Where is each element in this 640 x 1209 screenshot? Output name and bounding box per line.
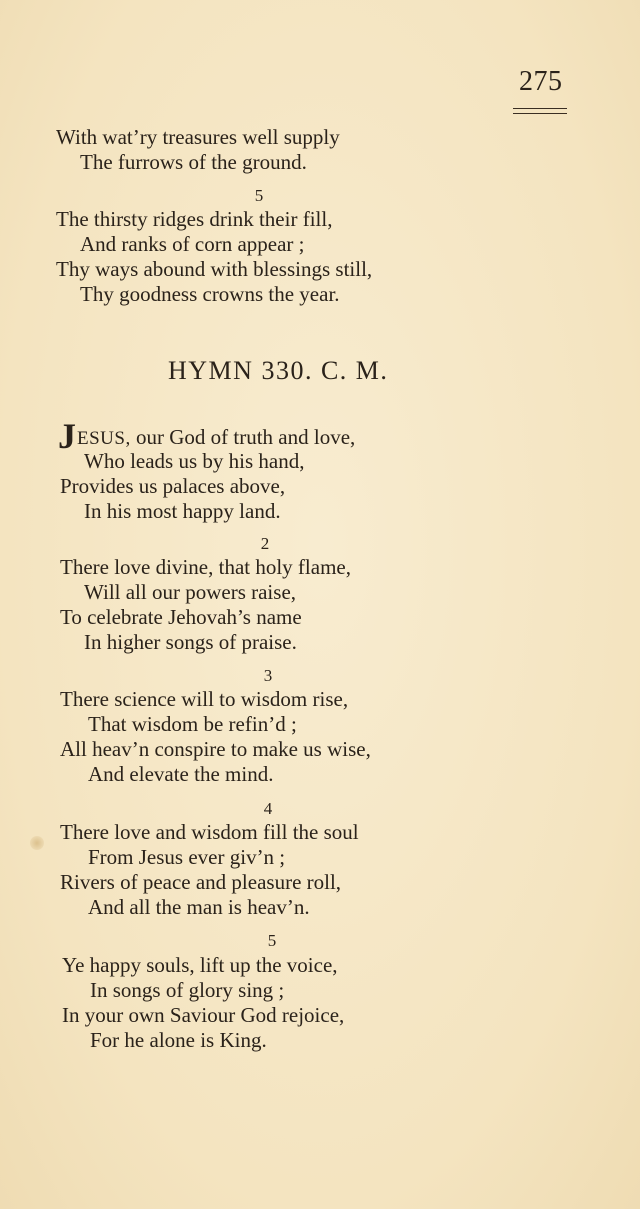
verse-line: Rivers of peace and pleasure roll, <box>60 870 342 894</box>
verse-line: In his most happy land. <box>84 499 281 523</box>
stanza-number: 5 <box>267 931 277 950</box>
verse-line: From Jesus ever giv’n ; <box>88 845 286 869</box>
verse-line: All heav’n conspire to make us wise, <box>60 737 371 761</box>
verse-line: In songs of glory sing ; <box>90 978 285 1002</box>
hymn-title: HYMN 330. C. M. <box>168 356 389 385</box>
verse-line: In your own Saviour God rejoice, <box>62 1003 345 1027</box>
drop-cap: J <box>58 416 76 456</box>
verse-line: And ranks of corn appear ; <box>80 232 305 256</box>
verse-line: Thy goodness crowns the year. <box>80 282 340 306</box>
verse-line: There love and wisdom fill the soul <box>60 820 359 844</box>
verse-line: To celebrate Jehovah’s name <box>60 605 302 629</box>
stanza-number: 3 <box>263 666 273 685</box>
verse-line: The furrows of the ground. <box>80 150 307 174</box>
verse-line: In higher songs of praise. <box>84 630 297 654</box>
verse-line-first <box>58 416 356 456</box>
page-number-rule <box>513 108 567 114</box>
verse-line: That wisdom be refin’d ; <box>88 712 297 736</box>
verse-line: Ye happy souls, lift up the voice, <box>62 953 338 977</box>
page-number: 275 <box>519 66 563 97</box>
stanza-number: 5 <box>254 186 264 205</box>
verse-line: For he alone is King. <box>90 1028 267 1052</box>
verse-line: And elevate the mind. <box>88 762 274 786</box>
small-caps-word: ESUS, <box>77 428 131 449</box>
stanza-number: 2 <box>260 534 270 553</box>
verse-line: The thirsty ridges drink their fill, <box>56 207 333 231</box>
verse-line: Will all our powers raise, <box>84 580 297 604</box>
stanza-number: 4 <box>263 799 273 818</box>
paper-stain <box>30 836 44 850</box>
verse-line: With wat’ry treasures well supply <box>56 125 340 149</box>
verse-line: And all the man is heav’n. <box>88 895 310 919</box>
verse-line: Thy ways abound with blessings still, <box>56 257 373 281</box>
verse-line: Who leads us by his hand, <box>84 449 305 473</box>
verse-line: There science will to wisdom rise, <box>60 687 349 711</box>
verse-line: Provides us palaces above, <box>60 474 286 498</box>
verse-line-rest: our God of truth and love, <box>130 425 356 449</box>
verse-line: There love divine, that holy flame, <box>60 555 351 579</box>
